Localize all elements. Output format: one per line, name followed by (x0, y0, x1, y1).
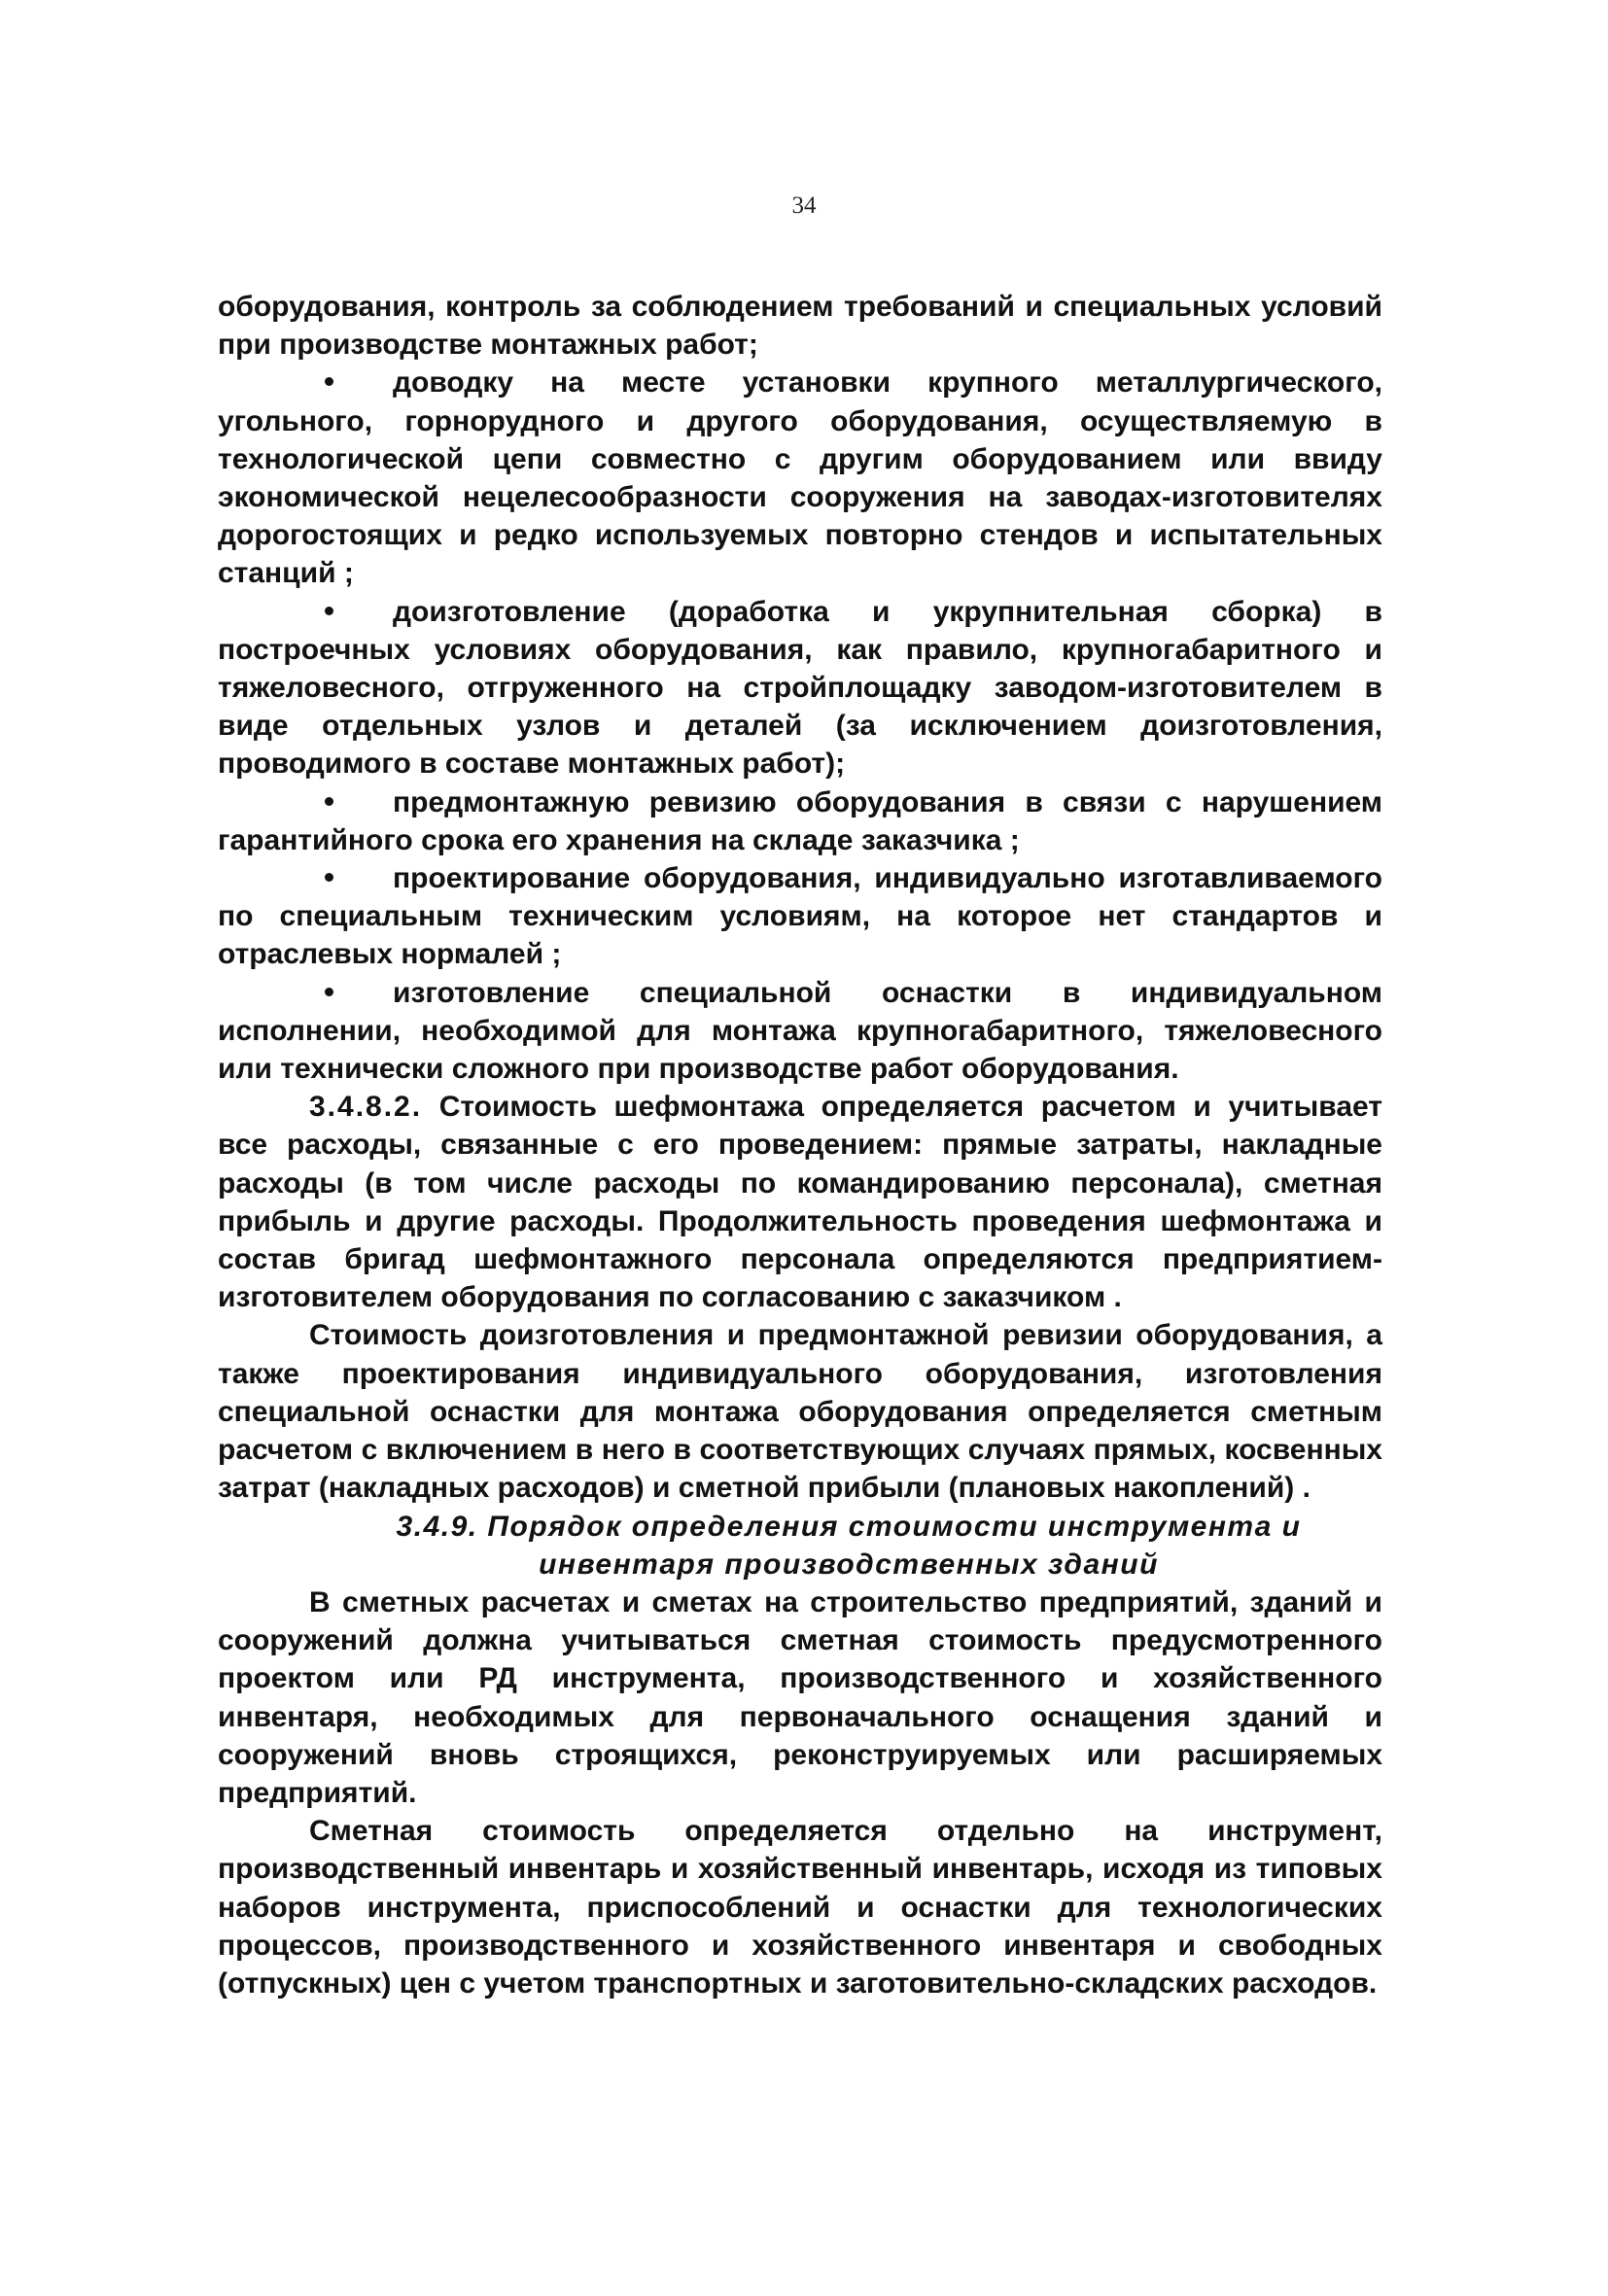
paragraph-continuation: оборудования, контроль за соблюдением требований и специальных условий при производстве монтажных работ; (218, 291, 1382, 362)
bullet-item-text: изготовление специальной оснастки в индивидуальном исполнении, необходимой для монтажа крупногабаритного, тяжеловесного или технически сложного при производстве работ оборудования. (218, 976, 1382, 1086)
bullet-item-5 (218, 974, 1382, 1089)
bullet-icon (325, 797, 333, 806)
bullet-icon (325, 607, 333, 615)
section-heading-line-2: инвентаря производственных зданий (539, 1548, 1159, 1581)
paragraph-estimates: В сметных расчетах и сметах на строительство предприятий, зданий и сооружений должна учитываться сметная стоимость предусмотренного проектом или РД инструмента, производственного и хозяйственного инвентаря, необходимых для первоначального оснащения зданий и сооружений вновь строящихся, реконструируемых или расширяемых предприятий. (218, 1585, 1382, 1809)
bullet-item-1 (218, 364, 1382, 592)
document-body (218, 288, 1382, 2002)
paragraph-3-4-8-2 (218, 1088, 1382, 1316)
paragraph-additional-costs: Стоимость доизготовления и предмонтажной ревизии оборудования, а также проектирования индивидуального оборудования, изготовления специальной оснастки для монтажа оборудования определяется сметным расчетом с включением в него в соответствующих случаях прямых, косвенных затрат (накладных расходов) и сметной прибыли (плановых накоплений) . (218, 1319, 1382, 1505)
bullet-item-text: проектирование оборудования, индивидуально изготавливаемого по специальным техническим условиям, на которое нет стандартов и отраслевых нормалей ; (218, 862, 1382, 971)
bullet-item-text: предмонтажную ревизию оборудования в связи с нарушением гарантийного срока его хранения на складе заказчика ; (218, 785, 1382, 856)
section-heading-3-4-9 (218, 1508, 1382, 1583)
bullet-item-text: доводку на месте установки крупного металлургического, угольного, горнорудного и другого оборудования, осуществляемую в технологической цепи совместно с другим оборудованием или ввиду экономической нецелесообразности сооружения на заводах-изготовителях дорогостоящих и редко используемых повторно стендов и испытательных станций ; (218, 366, 1382, 590)
page-number: 34 (791, 192, 817, 219)
bullet-icon (325, 873, 333, 882)
bullet-icon (325, 377, 333, 386)
paragraph-text: Стоимость шефмонтажа определяется расчетом и учитывает все расходы, связанные с его проведением: прямые затраты, накладные расходы (в том числе расходы по командированию персонала), сметная прибыль и другие расходы. Продолжительность проведения шефмонтажа и состав бригад шефмонтажного персонала определяются предприятием-изготовителем оборудования по согласованию с заказчиком . (218, 1091, 1382, 1314)
bullet-item-text: доизготовление (доработка и укрупнительная сборка) в построечных условиях оборудования, как правило, крупногабаритного и тяжеловесного, отгруженного на стройплощадку заводом-изготовителем в виде отдельных узлов и деталей (за исключением доизготовления, проводимого в составе монтажных работ); (218, 595, 1382, 781)
bullet-item-3 (218, 783, 1382, 859)
bullet-icon (325, 988, 333, 996)
bullet-item-2 (218, 593, 1382, 783)
bullet-item-4 (218, 859, 1382, 974)
paragraph-cost-determination: Сметная стоимость определяется отдельно на инструмент, производственный инвентарь и хозяйственный инвентарь, исходя из типовых наборов инструмента, приспособлений и оснастки для технологических процессов, производственного и хозяйственного инвентаря и свободных (отпускных) цен с учетом транспортных и заготовительно-складских расходов. (218, 1815, 1382, 2000)
section-number: 3.4.8.2. (309, 1091, 423, 1124)
section-heading-line-1: 3.4.9. Порядок определения стоимости инструмента и (396, 1510, 1302, 1543)
